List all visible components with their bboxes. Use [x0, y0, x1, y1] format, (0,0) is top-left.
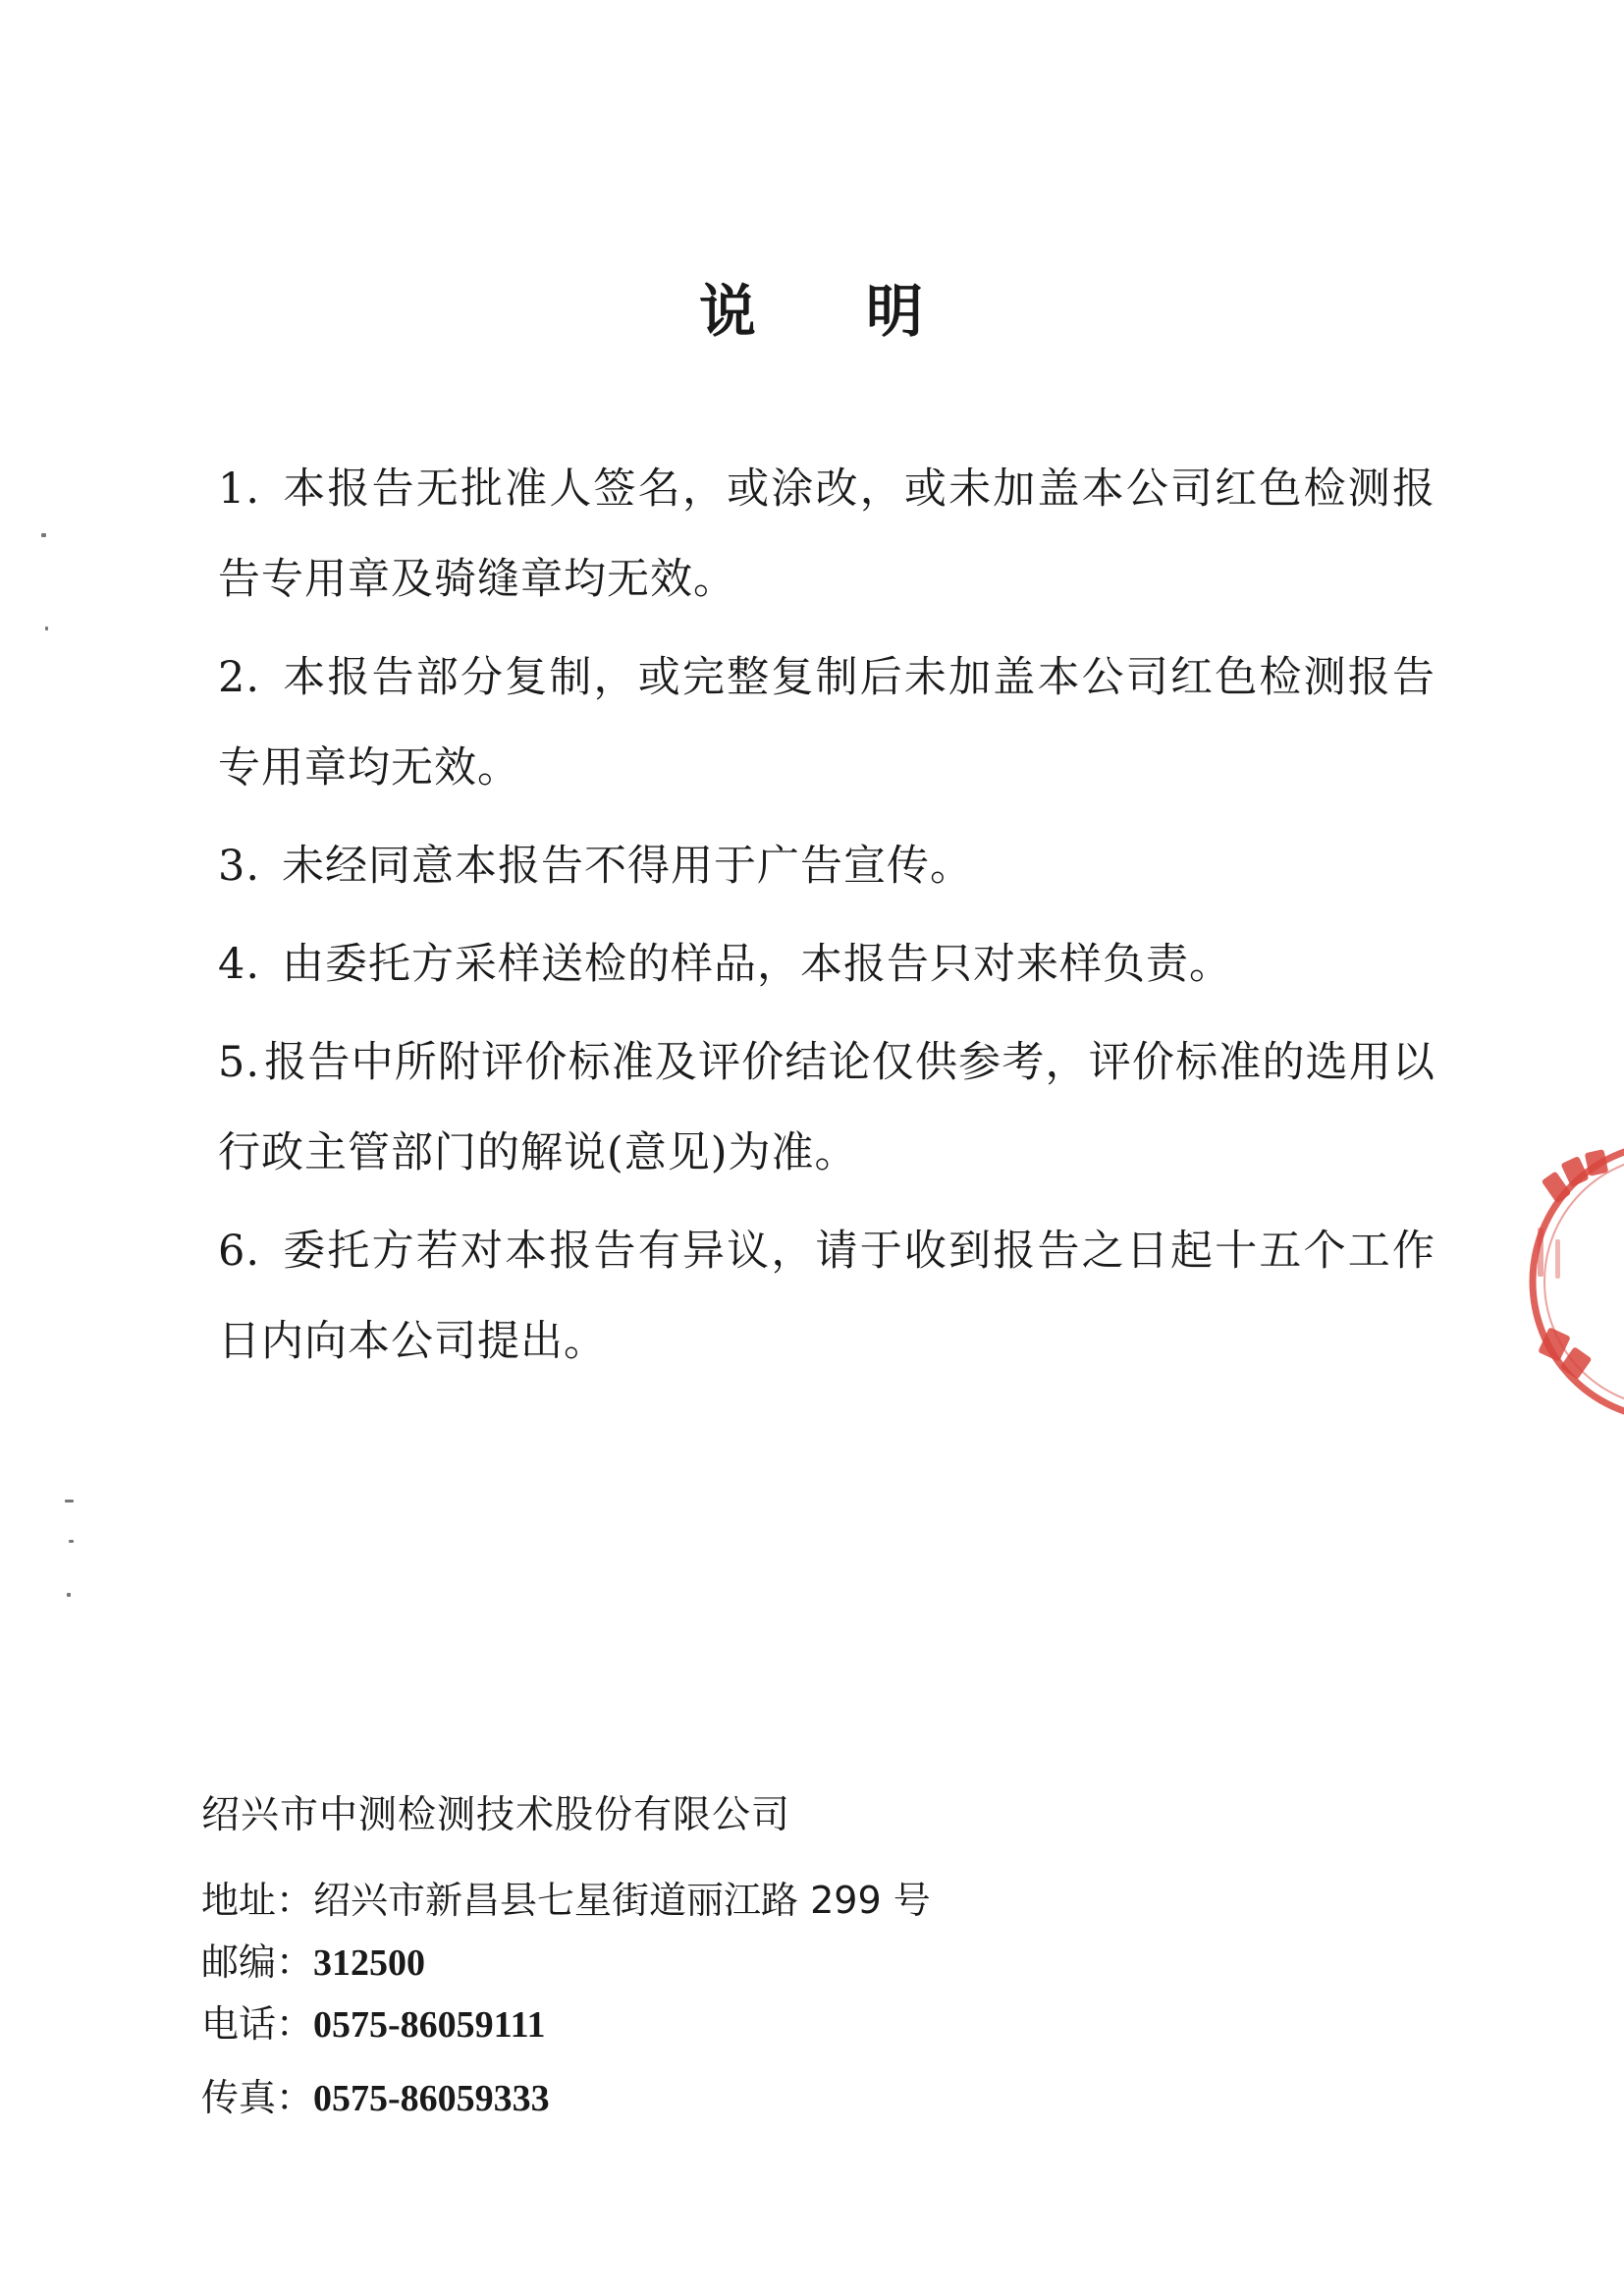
- clause-3: [218, 821, 1435, 911]
- postcode-row: [201, 1932, 931, 1994]
- clause-number: 2.: [218, 653, 261, 702]
- clause-5: [218, 1017, 1435, 1198]
- clause-4: [218, 919, 1435, 1010]
- red-seal-stamp: [1508, 1129, 1624, 1434]
- fax-row: [201, 2067, 931, 2129]
- contact-block: [201, 1870, 931, 2129]
- clause-6: [218, 1206, 1435, 1387]
- phone-row: [201, 1994, 931, 2055]
- title-char-left: 说: [698, 278, 758, 345]
- postcode-value: 312500: [313, 1942, 426, 1984]
- address-value: 绍兴市新昌县七星街道丽江路 299 号: [313, 1879, 931, 1922]
- clause-text: 本报告部分复制，或完整复制后未加盖本公司红色检测报告专用章均无效。: [218, 653, 1435, 793]
- clause-number: 6.: [218, 1227, 261, 1276]
- clause-list: [218, 444, 1435, 1394]
- clause-text: 由委托方采样送检的样品，本报告只对来样负责。: [282, 940, 1233, 989]
- clause-number: 5.: [218, 1038, 261, 1087]
- clause-number: 3.: [218, 842, 261, 891]
- fax-value: 0575-86059333: [313, 2078, 550, 2119]
- seal-lettering-artwork: [1538, 1149, 1608, 1380]
- title-char-right: 明: [866, 278, 926, 345]
- clause-text: 报告中所附评价标准及评价结论仅供参考，评价标准的选用以行政主管部门的解说(意见)为准。: [218, 1038, 1435, 1177]
- phone-value: 0575-86059111: [313, 2004, 546, 2046]
- clause-1: [218, 444, 1435, 625]
- clause-2: [218, 632, 1435, 813]
- clause-text: 未经同意本报告不得用于广告宣传。: [282, 842, 974, 891]
- clause-number: 4.: [218, 940, 261, 989]
- clause-text: 委托方若对本报告有异议，请于收到报告之日起十五个工作日内向本公司提出。: [218, 1227, 1435, 1366]
- clause-text: 本报告无批准人签名，或涂改，或未加盖本公司红色检测报告专用章及骑缝章均无效。: [218, 465, 1435, 604]
- address-label: 地址：: [201, 1879, 314, 1922]
- phone-label: 电话：: [201, 2002, 314, 2046]
- address-row: [201, 1870, 931, 1932]
- page-title: [0, 265, 1624, 348]
- company-name: 绍兴市中测检测技术股份有限公司: [201, 1793, 791, 1837]
- clause-number: 1.: [218, 465, 261, 514]
- postcode-label: 邮编：: [201, 1941, 314, 1984]
- fax-label: 传真：: [201, 2076, 314, 2119]
